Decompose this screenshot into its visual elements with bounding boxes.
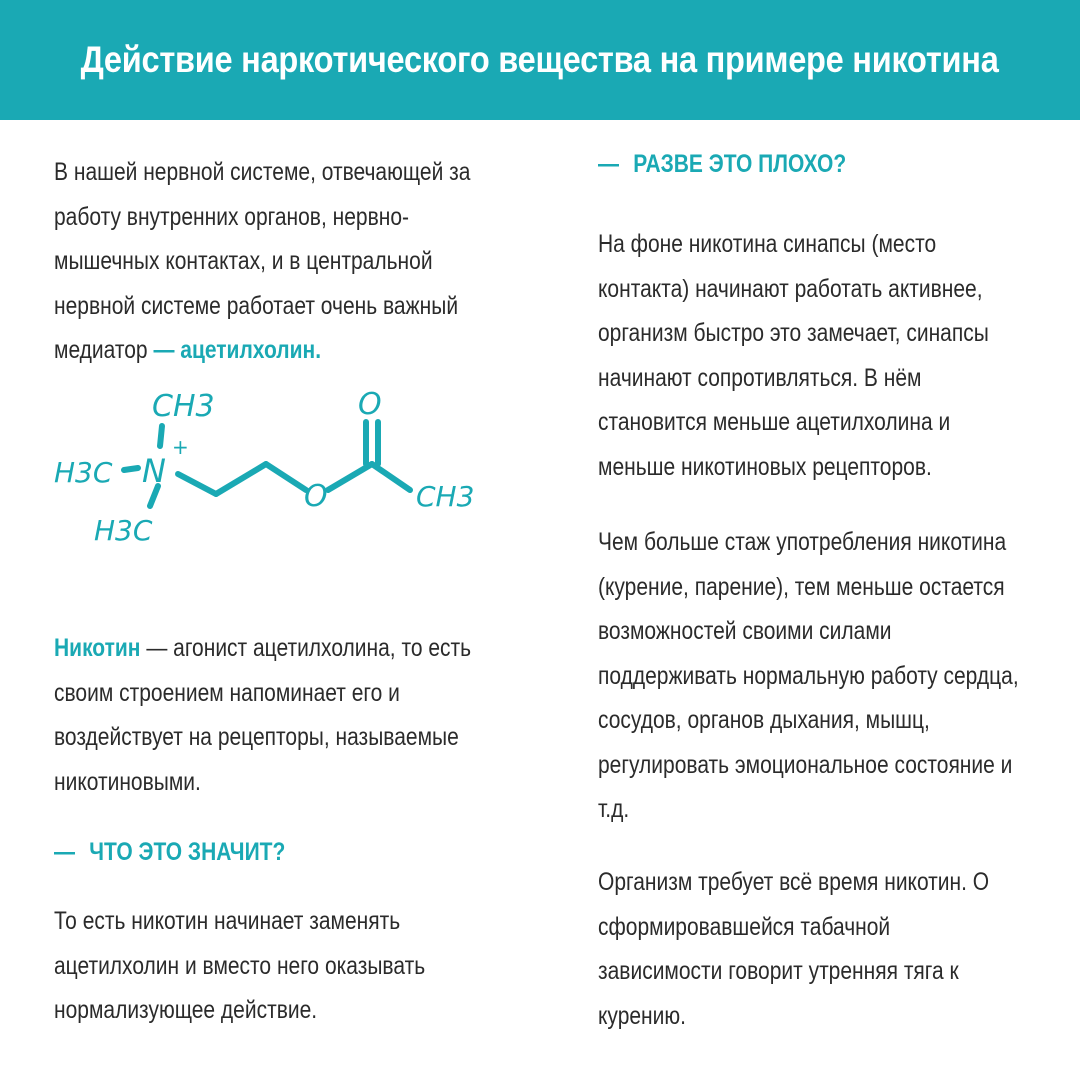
label-n: N <box>142 452 166 490</box>
acetylcholine-highlight: — ацетилхолин. <box>153 336 322 364</box>
addiction-block <box>598 860 1058 1038</box>
acetylcholine-structure-diagram <box>54 382 484 552</box>
label-h3c-bottom: H3C <box>94 514 153 547</box>
heading-text: ЧТО ЭТО ЗНАЧИТ? <box>89 838 286 866</box>
bond-c3-ch3 <box>372 464 410 490</box>
bond-n-c1 <box>178 474 216 494</box>
intro-text: В нашей нервной системе, отвечающей за работу внутренних органов, нервно-мышечных контактах, и в центральной нервной системе работает очень важный медиатор <box>54 158 471 364</box>
synapse-block <box>598 222 1058 489</box>
header-bar <box>0 0 1080 120</box>
bond-c1-c2 <box>216 464 266 494</box>
what-it-means-paragraph: То есть никотин начинает заменять ацетилхолин и вместо него оказывать нормализующее действие. <box>54 907 426 1024</box>
is-it-bad-heading-block <box>598 150 1058 179</box>
nicotine-highlight: Никотин <box>54 634 141 662</box>
synapse-paragraph: На фоне никотина синапсы (место контакта) начинают работать активнее, организм быстро это замечает, синапсы начинают сопротивляться. В нём становится меньше ацетилхолина и меньше никотиновых рецепторов. <box>598 230 989 481</box>
what-it-means-heading-block <box>54 838 524 867</box>
nicotine-block <box>54 626 524 804</box>
label-ch3-right: CH3 <box>416 480 475 513</box>
bond-o-c3 <box>328 464 372 490</box>
heading-dash: — <box>54 838 75 866</box>
label-o-chain: O <box>304 479 328 514</box>
nicotine-paragraph <box>54 626 474 804</box>
left-column <box>54 150 524 373</box>
bond-h3c-n <box>124 468 138 470</box>
experience-block <box>598 520 1058 832</box>
bond-c2-o <box>266 464 306 490</box>
addiction-paragraph: Организм требует всё время никотин. О сформировавшейся табачной зависимости говорит утренняя тяга к курению. <box>598 868 990 1030</box>
page-title: Действие наркотического вещества на примере никотина <box>81 39 999 80</box>
what-it-means-heading <box>54 838 524 867</box>
label-o-top: O <box>358 387 382 422</box>
nicotine-text: — агонист ацетилхолина, то есть своим строением напоминает его и воздействует на рецепторы, называемые никотиновыми. <box>54 634 472 796</box>
heading-dash: — <box>598 150 619 178</box>
intro-paragraph <box>54 150 474 373</box>
experience-paragraph: Чем больше стаж употребления никотина (курение, парение), тем меньше остается возможностей своими силами поддерживать нормальную работу сердца, сосудов, органов дыхания, мышц, регулировать эмоциональное состояние и т.д. <box>598 528 1019 823</box>
bond-n-ch3-top <box>160 426 162 446</box>
is-it-bad-heading <box>598 150 1068 179</box>
label-h3c-left: H3C <box>54 456 113 489</box>
heading-text: РАЗВЕ ЭТО ПЛОХО? <box>633 150 847 178</box>
label-ch3-top: CH3 <box>152 389 215 424</box>
what-it-means-block <box>54 899 524 1033</box>
label-plus: + <box>172 435 189 459</box>
